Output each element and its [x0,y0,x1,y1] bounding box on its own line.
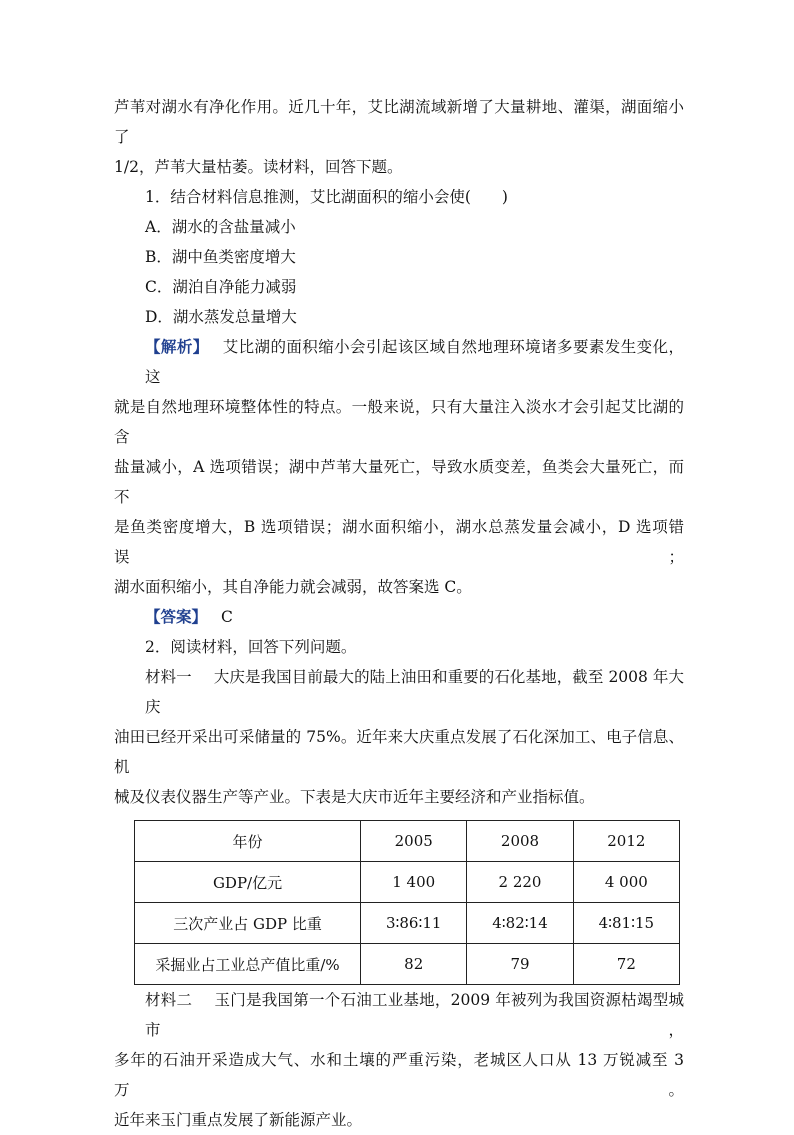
indicator-table [134,820,680,985]
table-cell: 1 400 [361,862,467,903]
table-cell: 4∶81∶15 [573,903,679,944]
analysis-line [114,332,684,392]
table-header-cell: 2005 [361,821,467,862]
document-content [114,92,684,1135]
table-cell: 4∶82∶14 [467,903,573,944]
material-2-label: 材料二 [145,991,193,1009]
intro-line: 1/2，芦苇大量枯萎。读材料，回答下题。 [114,158,403,176]
question-2-stem: 2．阅读材料，回答下列问题。 [145,638,357,656]
table-cell: 三次产业占 GDP 比重 [135,903,361,944]
material-1-line: 油田已经开采出可采储量的 75%。近年来大庆重点发展了石化深加工、电子信息、机 [114,728,684,776]
analysis-line: 湖水面积缩小，其自净能力就会减弱，故答案选 C。 [114,578,472,596]
material-2-text: 玉门是我国第一个石油工业基地，2009 年被列为我国资源枯竭型城市， [145,991,684,1039]
table-cell: 采掘业占工业总产值比重/% [135,944,361,985]
material-1-text: 大庆是我国目前最大的陆上油田和重要的石化基地，截至 2008 年大庆 [145,668,684,716]
table-header-cell: 2012 [573,821,679,862]
table-cell: 82 [361,944,467,985]
answer-line [114,602,684,632]
analysis-text: 艾比湖的面积缩小会引起该区域自然地理环境诸多要素发生变化，这 [145,338,684,386]
table-cell: 4 000 [573,862,679,903]
material-2-line: 多年的石油开采造成大气、水和土壤的严重污染，老城区人口从 13 万锐减至 3 万。 [114,1051,684,1099]
analysis-line: 是鱼类密度增大，B 选项错误；湖水面积缩小，湖水总蒸发量会减小，D 选项错误； [114,518,684,566]
option-c: C．湖泊自净能力减弱 [145,278,297,296]
table-cell: GDP/亿元 [135,862,361,903]
table-header-cell: 2008 [467,821,573,862]
table-cell: 72 [573,944,679,985]
question-1-stem: 1．结合材料信息推测，艾比湖面积的缩小会使( ) [145,188,508,206]
table-header-cell: 年份 [135,821,361,862]
material-1-line [114,662,684,722]
material-2-line [114,985,684,1045]
table-cell: 3∶86∶11 [361,903,467,944]
answer-tag: 【答案】 [145,607,208,626]
analysis-tag: 【解析】 [145,337,209,356]
material-1-line: 械及仪表仪器生产等产业。下表是大庆市近年主要经济和产业指标值。 [114,788,595,806]
option-b: B．湖中鱼类密度增大 [145,248,296,266]
table-header-row [135,821,680,862]
material-2-line: 近年来玉门重点发展了新能源产业。 [114,1111,363,1129]
analysis-line: 就是自然地理环境整体性的特点。一般来说，只有大量注入淡水才会引起艾比湖的含 [114,398,684,446]
material-1-label: 材料一 [145,668,192,686]
answer-value: C [221,608,233,626]
option-d: D．湖水蒸发总量增大 [145,308,297,326]
intro-line: 芦苇对湖水有净化作用。近几十年，艾比湖流域新增了大量耕地、灌渠，湖面缩小了 [114,98,684,146]
option-a: A．湖水的含盐量减小 [145,218,296,236]
table-cell: 2 220 [467,862,573,903]
table-row [135,903,680,944]
analysis-line: 盐量减小，A 选项错误；湖中芦苇大量死亡，导致水质变差，鱼类会大量死亡，而不 [114,458,684,506]
table-row [135,944,680,985]
table-row [135,862,680,903]
table-cell: 79 [467,944,573,985]
